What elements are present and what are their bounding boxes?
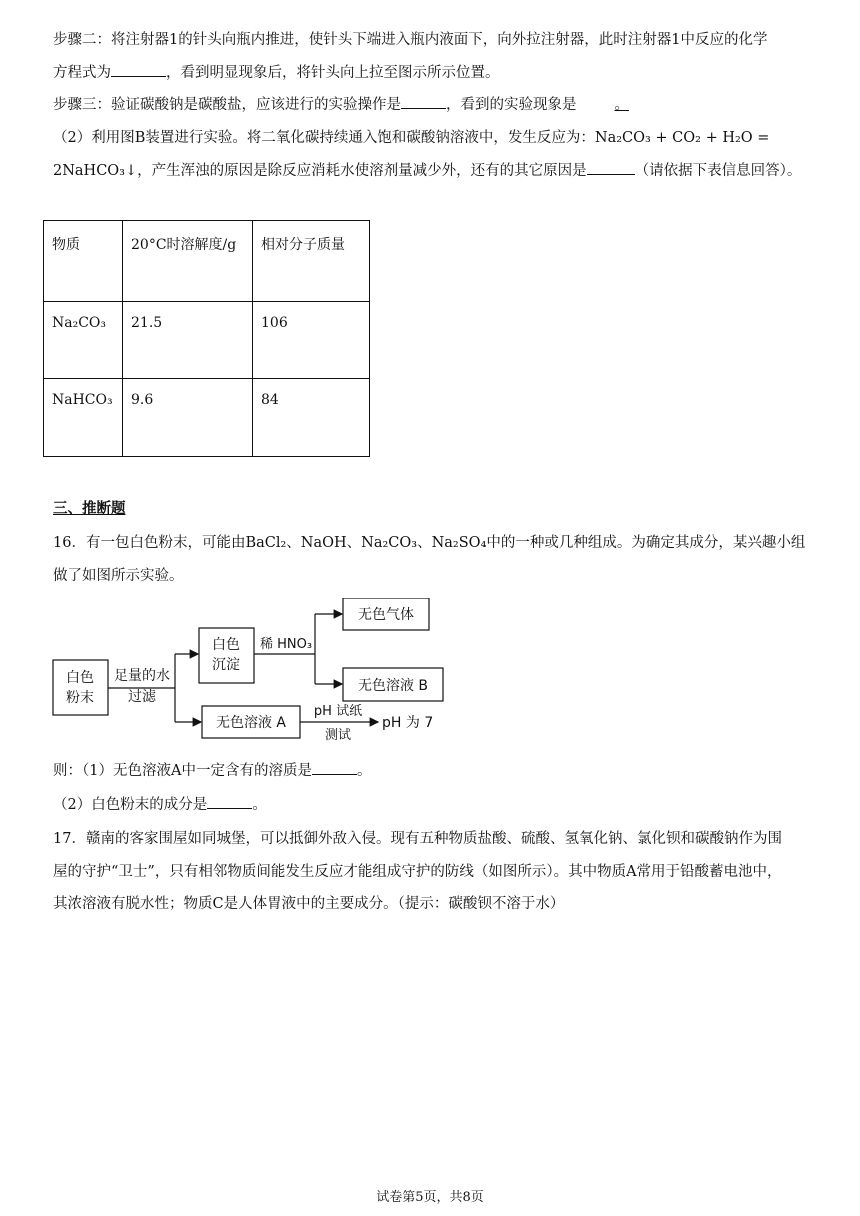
answer-blank[interactable] <box>312 760 357 775</box>
answer-blank[interactable]: 。 <box>614 97 629 113</box>
q17-line3: 其浓溶液有脱水性；物质C是人体胃液中的主要成分。（提示：碳酸钡不溶于水） <box>53 896 565 912</box>
answer-blank[interactable] <box>207 794 252 809</box>
q16-ask1: 则：（1）无色溶液A中一定含有的溶质是 。 <box>53 760 371 781</box>
colorless-gas-label: 无色气体 <box>358 607 414 623</box>
q16-ask2: （2）白色粉末的成分是 。 <box>53 794 267 815</box>
cell-solubility: 21.5 <box>123 302 253 379</box>
cell-molar-mass: 106 <box>253 302 370 379</box>
step2-line2: 方程式为 ，看到明显现象后，将针头向上拉至图示所示位置。 <box>53 62 500 83</box>
step3-line: 步骤三：验证碳酸钠是碳酸盐，应该进行的实验操作是 ，看到的实验现象是 。 <box>53 94 629 115</box>
q16-line1: 16．有一包白色粉末，可能由BaCl₂、NaOH、Na₂CO₃、Na₂SO₄中的一种或几种组成。为确定其成分，某兴趣小组 <box>53 535 806 551</box>
page-footer: 试卷第5页，共8页 <box>376 1190 484 1205</box>
white-powder-box <box>53 660 108 715</box>
solubility-table <box>43 220 370 457</box>
answer-blank[interactable] <box>587 160 635 175</box>
q17-line2: 屋的守护“卫士”，只有相邻物质间能发生反应才能组成守护的防线（如图所示）。其中物质A常用于铅酸蓄电池中， <box>53 864 782 880</box>
cell-substance: NaHCO₃ <box>44 379 123 457</box>
experiment-flow-diagram <box>50 598 470 746</box>
ph-result: pH 为 7 <box>382 715 434 731</box>
answer-blank[interactable] <box>401 94 446 109</box>
solution-b-label: 无色溶液 B <box>357 678 429 694</box>
arrow-label-ph-paper: pH 试纸 <box>313 704 363 719</box>
header-molar-mass: 相对分子质量 <box>253 221 370 302</box>
white-precipitate-label-1: 白色 <box>212 637 240 653</box>
arrow-label-water: 足量的水 <box>114 668 170 684</box>
header-substance: 物质 <box>44 221 123 302</box>
q16-line2: 做了如图所示实验。 <box>53 568 184 584</box>
q17-line1: 17．赣南的客家围屋如同城堡，可以抵御外敌入侵。现有五种物质盐酸、硫酸、氢氧化钠、氯化钡和碳酸钠作为围 <box>53 831 782 847</box>
arrow-label-test: 测试 <box>324 728 352 743</box>
cell-solubility: 9.6 <box>123 379 253 457</box>
cell-molar-mass: 84 <box>253 379 370 457</box>
arrow-label-filter: 过滤 <box>128 689 156 705</box>
white-precipitate-label-2: 沉淀 <box>212 657 240 673</box>
step2-line1: 步骤二：将注射器1的针头向瓶内推进，使针头下端进入瓶内液面下，向外拉注射器，此时注射器1中反应的化学 <box>53 32 768 48</box>
white-powder-label-2: 粉末 <box>66 690 94 706</box>
q2-line1: （2）利用图B装置进行实验。将二氧化碳持续通入饱和碳酸钠溶液中，发生反应为：Na₂CO₃ + CO₂ + H₂O = <box>53 130 770 146</box>
answer-blank[interactable] <box>111 62 166 77</box>
solution-a-label: 无色溶液 A <box>215 715 287 731</box>
arrow-label-dilute-acid: 稀 HNO₃ <box>259 637 313 652</box>
cell-substance: Na₂CO₃ <box>44 302 123 379</box>
q2-line2: 2NaHCO₃↓，产生浑浊的原因是除反应消耗水使溶剂量减少外，还有的其它原因是 （请依据下表信息回答）。 <box>53 160 801 181</box>
header-solubility: 20°C时溶解度/g <box>123 221 253 302</box>
white-powder-label-1: 白色 <box>66 670 94 686</box>
section-heading: 三、推断题 <box>53 500 126 517</box>
